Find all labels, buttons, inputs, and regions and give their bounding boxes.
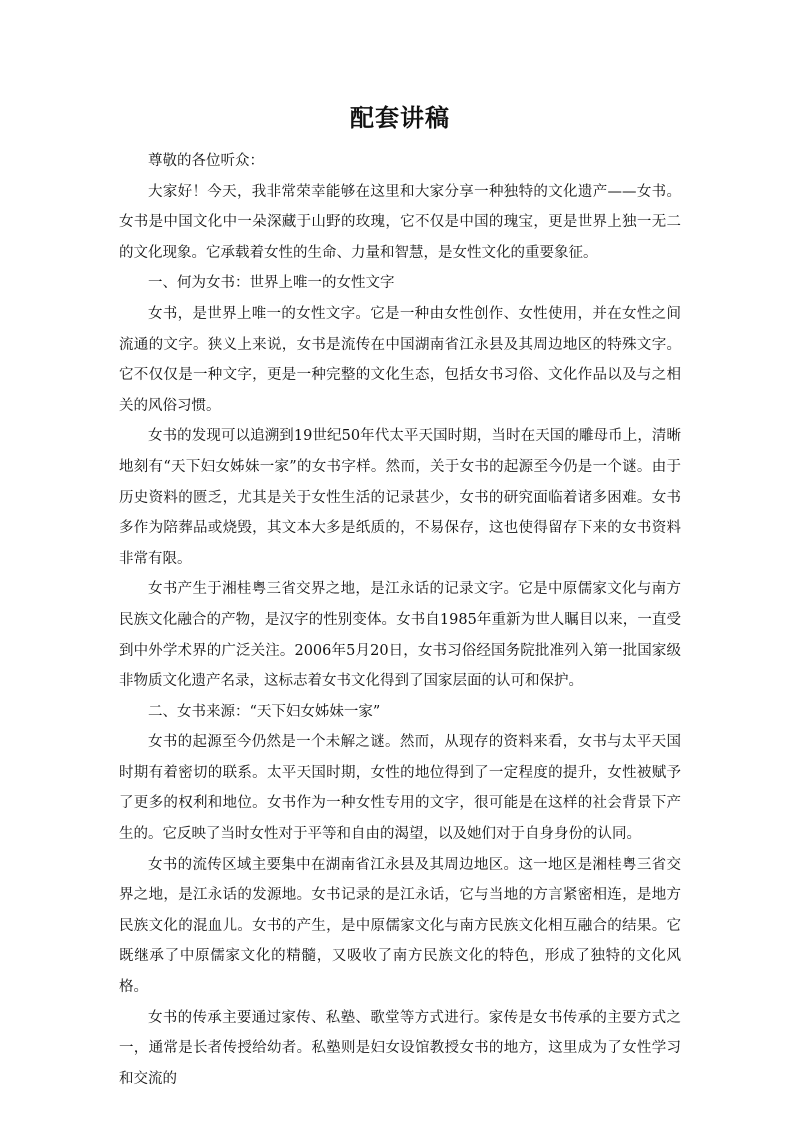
document-page [119, 96, 681, 1094]
paragraph: 女书的发现可以追溯到19世纪50年代太平天国时期，当时在天国的雕母币上，清晰地刻有“天下妇女姊妹一家”的女书字样。然而，关于女书的起源至今仍是一个谜。由于历史资料的匮乏，尤其是关于女性生活的记录甚少，女书的研究面临着诸多困难。女书多作为陪葬品或烧毁，其文本大多是纸质的，不易保存，这也使得留存下来的女书资料非常有限。 [119, 428, 681, 567]
section-heading: 一、何为女书：世界上唯一的女性文字 [148, 275, 395, 292]
paragraph: 女书的传承主要通过家传、私塾、歌堂等方式进行。家传是女书传承的主要方式之一，通常是长者传授给幼者。私塾则是妇女设馆教授女书的地方，这里成为了女性学习和交流的 [119, 1009, 681, 1087]
salutation: 尊敬的各位听众： [148, 153, 264, 169]
document-title: 配套讲稿 [350, 103, 450, 132]
paragraph: 大家好！今天，我非常荣幸能够在这里和大家分享一种独特的文化遗产——女书。女书是中国文化中一朵深藏于山野的玫瑰，它不仅是中国的瑰宝，更是世界上独一无二的文化现象。它承载着女性的生命、力量和智慧，是女性文化的重要象征。 [119, 183, 681, 261]
paragraph: 女书的起源至今仍然是一个未解之谜。然而，从现存的资料来看，女书与太平天国时期有着密切的联系。太平天国时期，女性的地位得到了一定程度的提升，女性被赋予了更多的权利和地位。女书作为一种女性专用的文字，很可能是在这样的社会背景下产生的。它反映了当时女性对于平等和自由的渴望，以及她们对于自身身份的认同。 [119, 734, 681, 843]
document-body [119, 177, 681, 1095]
paragraph: 女书产生于湘桂粤三省交界之地，是江永话的记录文字。它是中原儒家文化与南方民族文化融合的产物，是汉字的性别变体。女书自1985年重新为世人瞩目以来，一直受到中外学术界的广泛关注。2006年5月20日，女书习俗经国务院批准列入第一批国家级非物质文化遗产名录，这标志着女书文化得到了国家层面的认可和保护。 [119, 581, 681, 690]
paragraph: 女书的流传区域主要集中在湖南省江永县及其周边地区。这一地区是湘桂粤三省交界之地，是江永话的发源地。女书记录的是江永话，它与当地的方言紧密相连，是地方民族文化的混血儿。女书的产生，是中原儒家文化与南方民族文化相互融合的结果。它既继承了中原儒家文化的精髓，又吸收了南方民族文化的特色，形成了独特的文化风格。 [119, 856, 681, 996]
paragraph: 女书，是世界上唯一的女性文字。它是一种由女性创作、女性使用，并在女性之间流通的文字。狭义上来说，女书是流传在中国湖南省江永县及其周边地区的特殊文字。它不仅仅是一种文字，更是一种完整的文化生态，包括女书习俗、文化作品以及与之相关的风俗习惯。 [119, 305, 681, 414]
section-heading: 二、女书来源：“天下妇女姊妹一家” [148, 703, 381, 720]
